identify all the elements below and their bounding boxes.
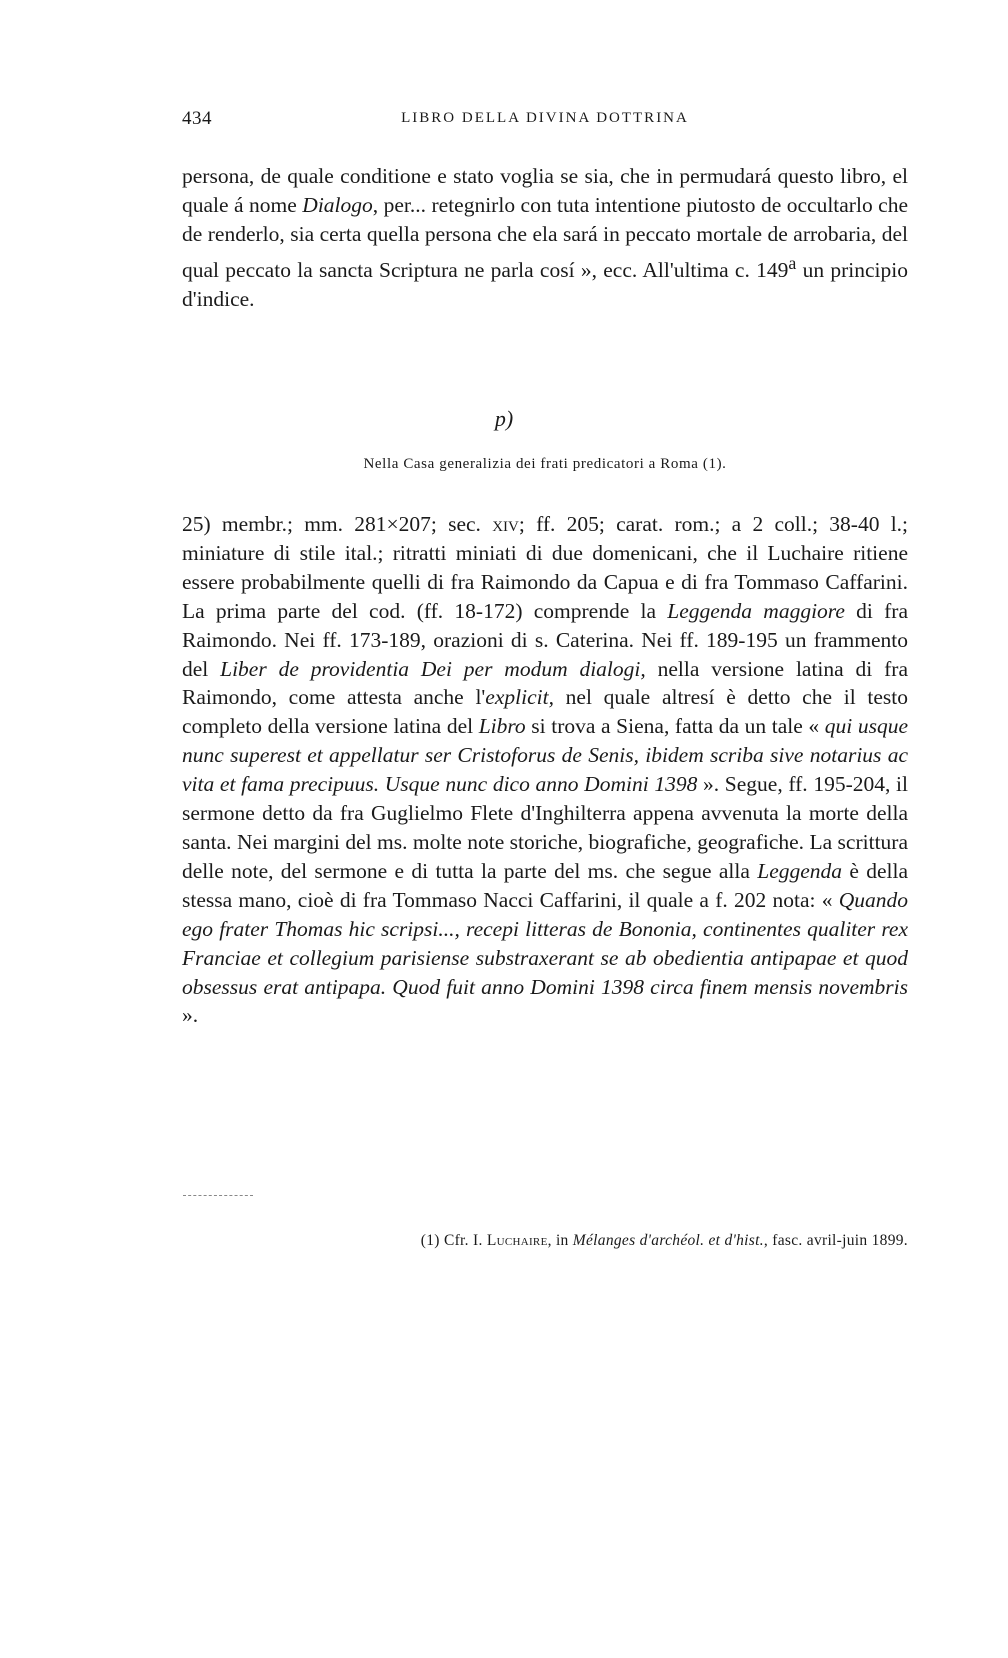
footnote-text-c: , fasc. avril-juin 1899. bbox=[763, 1232, 908, 1249]
paragraph-1-text-d: un principio d'indice. bbox=[182, 257, 908, 311]
section-location: Nella Casa generalizia dei frati predicatori a Roma (1). bbox=[363, 456, 727, 472]
paragraph-1-title: Dialogo bbox=[302, 192, 373, 217]
footnote-text-b: , in bbox=[547, 1232, 573, 1249]
footnote-text-a: (1) Cfr. I. bbox=[420, 1232, 487, 1249]
p2-italic-5: qui usque nunc superest et appellatur ser Cristoforus de Senis, ibidem scriba sive notarius ac vita et fama precipuus. Usque nunc dico anno Domini 1398 bbox=[182, 714, 908, 797]
section-heading: p) bbox=[494, 406, 514, 431]
paragraph-2 bbox=[182, 510, 908, 1030]
p2-text-7: ». Segue, ff. 195-204, il sermone detto da fra Guglielmo Flete d'Inghilterra appena avvenuta la morte della santa. Nei margini del ms. molte note storiche, biografiche, geografiche. La scrittura delle note, del sermone e di tutta la parte del ms. che segue alla bbox=[182, 772, 908, 883]
p2-text-5: nel quale altresí è detto che il testo completo della versione latina del bbox=[182, 685, 909, 739]
p2-italic-3: explicit, bbox=[485, 685, 554, 710]
p2-text-9: ». bbox=[182, 1003, 199, 1028]
p2-italic-1: Leggenda maggiore bbox=[667, 598, 845, 623]
paragraph-1 bbox=[182, 162, 908, 314]
paragraph-1-superscript: a bbox=[788, 252, 797, 273]
p2-italic-4: Libro bbox=[478, 714, 526, 739]
p2-italic-7: Quando ego frater Thomas hic scripsi..., recepi litteras de Bononia, continentes qualiter rex Franciae et collegium parisiense substraxerant se ab obedientia antipapae et quod obsessus erat antipapa. Quod fuit anno Domini 1398 circa finem mensis novembris bbox=[182, 887, 908, 999]
p2-text-2: ; ff. 205; carat. rom.; a 2 coll.; 38-40 l.; miniature di stile ital.; ritratti miniati di due domenicani, che il Luchaire ritiene essere probabilmente quelli di fra Raimondo da Capua e di fra Tommaso Caffarini. La prima parte del cod. (ff. 18-172) comprende la bbox=[182, 512, 909, 623]
page-header bbox=[182, 108, 908, 132]
p2-text-4: nella versione latina di fra Raimondo, come attesta anche l' bbox=[182, 656, 908, 710]
footnote-author: Luchaire bbox=[486, 1232, 548, 1249]
p2-text-6: si trova a Siena, fatta da un tale « bbox=[525, 714, 825, 739]
p2-text-3: di fra Raimondo. Nei ff. 173-189, orazioni di s. Caterina. Nei ff. 189-195 un frammento del bbox=[182, 598, 908, 681]
footnote-journal: Mélanges d'archéol. et d'hist. bbox=[572, 1232, 764, 1249]
p2-century: xiv bbox=[492, 512, 519, 536]
p2-italic-2: Liber de providentia Dei per modum dialogi, bbox=[220, 656, 646, 681]
footnote bbox=[217, 1232, 908, 1250]
footnote-rule bbox=[183, 1195, 253, 1196]
p2-text-8: è della stessa mano, cioè di fra Tommaso Nacci Caffarini, il quale a f. 202 nota: « bbox=[182, 858, 908, 912]
running-title: LIBRO DELLA DIVINA DOTTRINA bbox=[401, 110, 689, 126]
paragraph-1-text-c: , per... retegnirlo con tuta intentione piutosto de occultarlo che de renderlo, sia certa quella persona che ela sará in peccato mortale de arrobaria, del qual peccato la sancta Scriptura ne parla cosí », ecc. All'ultima c. 149 bbox=[182, 192, 908, 282]
p2-text-1: 25) membr.; mm. 281×207; sec. bbox=[182, 512, 493, 536]
paragraph-1-text-a: persona, de quale conditione e stato voglia se sia, che in permudará questo libro, el quale á nome bbox=[182, 164, 908, 217]
page-number: 434 bbox=[182, 108, 212, 129]
p2-italic-6: Leggenda bbox=[757, 858, 843, 883]
